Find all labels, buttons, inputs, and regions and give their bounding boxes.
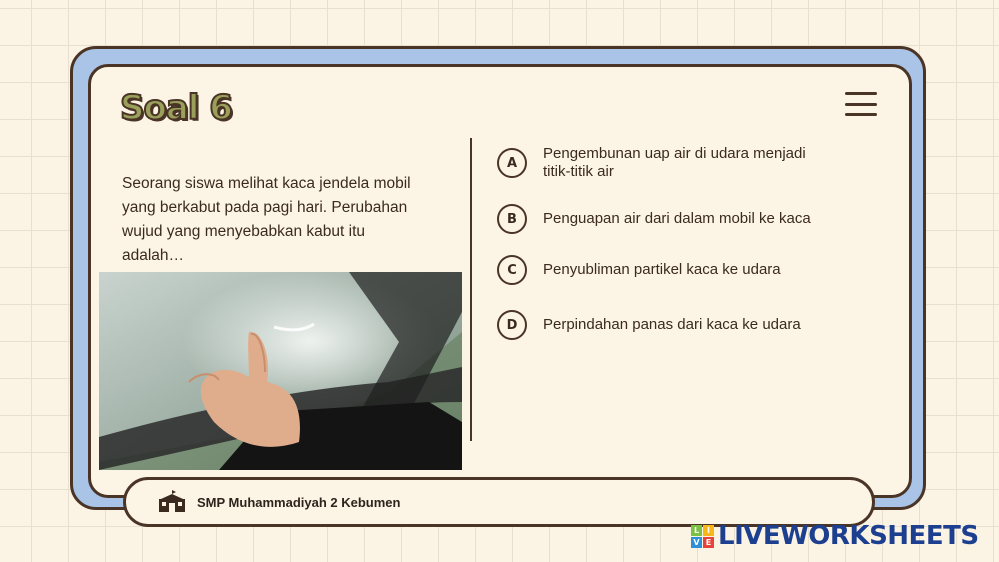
option-badge: C bbox=[497, 255, 527, 285]
question-text: Seorang siswa melihat kaca jendela mobil yang berkabut pada pagi hari. Perubahan wujud yang menyebabkan kabut itu adalah… bbox=[122, 175, 411, 264]
option-badge: B bbox=[497, 204, 527, 234]
option-d[interactable] bbox=[497, 310, 813, 340]
school-building-icon bbox=[158, 489, 186, 513]
school-name: SMP Muhammadiyah 2 Kebumen bbox=[197, 495, 401, 510]
hamburger-menu-icon[interactable] bbox=[845, 92, 877, 116]
logo-letter: I bbox=[703, 525, 714, 536]
option-text: Perpindahan panas dari kaca ke udara bbox=[543, 316, 801, 333]
page-title: Soal 6 bbox=[120, 88, 232, 128]
option-c[interactable] bbox=[497, 255, 813, 285]
option-a[interactable] bbox=[497, 145, 813, 181]
brand-text: LIVEWORKSHEETS bbox=[718, 521, 979, 551]
option-badge: A bbox=[497, 148, 527, 178]
option-text: Penguapan air dari dalam mobil ke kaca bbox=[543, 210, 811, 227]
option-badge: D bbox=[497, 310, 527, 340]
logo-letter: L bbox=[691, 525, 702, 536]
logo-letter: E bbox=[703, 537, 714, 548]
foggy-window-photo bbox=[99, 272, 462, 470]
logo-letter: V bbox=[691, 537, 702, 548]
foggy-window-image bbox=[99, 272, 462, 470]
column-divider bbox=[470, 138, 472, 441]
option-text: Pengembunan uap air di udara menjadi titik-titik air bbox=[543, 145, 806, 180]
liveworksheets-logo[interactable] bbox=[691, 521, 979, 551]
option-text: Penyubliman partikel kaca ke udara bbox=[543, 261, 781, 278]
option-b[interactable] bbox=[497, 204, 813, 234]
liveworksheets-logo-icon bbox=[691, 525, 714, 548]
